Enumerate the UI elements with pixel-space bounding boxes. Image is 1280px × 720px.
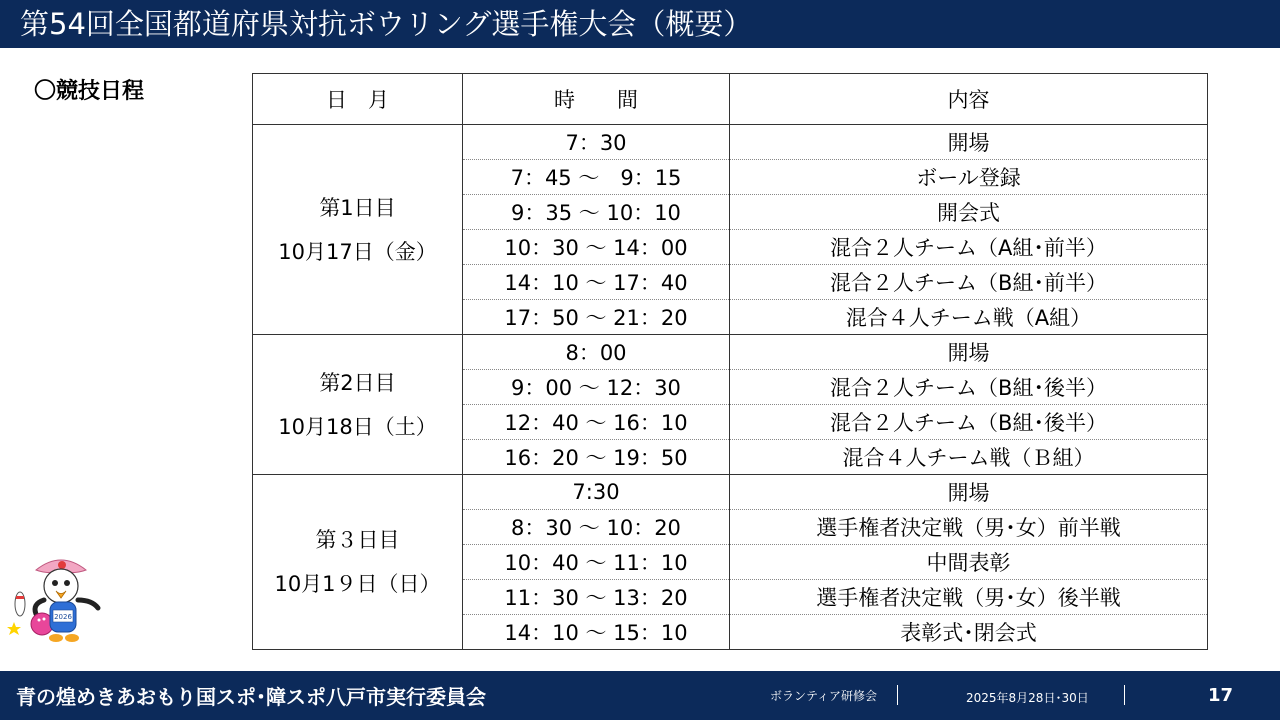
time-cell: 9：00 ～ 12：30: [463, 370, 730, 405]
schedule-body: [253, 125, 1208, 650]
column-header-time: 時 間: [463, 74, 730, 125]
content-cell: 中間表彰: [730, 545, 1208, 580]
footer-event: ボランティア研修会: [770, 689, 878, 703]
time-cell: 12：40 ～ 16：10: [463, 405, 730, 440]
footer-bar: [0, 671, 1280, 720]
page-title: 第54回全国都道府県対抗ボウリング選手権大会（概要）: [20, 7, 753, 41]
schedule-table: [252, 73, 1208, 650]
footer-divider: [897, 685, 898, 705]
section-heading: 〇競技日程: [34, 79, 145, 104]
column-header-content: 内容: [730, 74, 1208, 125]
time-cell: 8：30 ～ 10：20: [463, 510, 730, 545]
mascot-bird-icon: [6, 552, 116, 652]
content-cell: 混合２人チーム（A組･前半）: [730, 230, 1208, 265]
footer-divider: [1124, 685, 1125, 705]
day-label: 第３日目: [315, 528, 400, 552]
page-number: 17: [1208, 685, 1234, 706]
table-row: [253, 475, 1208, 510]
day-date: 10月18日（土）: [278, 414, 437, 439]
content-cell: 混合２人チーム（B組･前半）: [730, 265, 1208, 300]
day-cell: [253, 335, 463, 475]
time-cell: 14：10 ～ 17：40: [463, 265, 730, 300]
content-cell: 表彰式･閉会式: [730, 615, 1208, 650]
time-cell: 10：30 ～ 14：00: [463, 230, 730, 265]
time-cell: 7：30: [463, 125, 730, 160]
column-header-day: 日 月: [253, 74, 463, 125]
time-cell: 8：00: [463, 335, 730, 370]
content-cell: ボール登録: [730, 160, 1208, 195]
content-cell: 開会式: [730, 195, 1208, 230]
time-cell: 9：35 ～ 10：10: [463, 195, 730, 230]
content-cell: 開場: [730, 125, 1208, 160]
mascot-year: 2026: [54, 613, 72, 621]
day-date: 10月1９日（日）: [274, 572, 441, 596]
time-cell: 17：50 ～ 21：20: [463, 300, 730, 335]
day-label: 第1日目: [319, 195, 396, 220]
footer-date: 2025年8月28日･30日: [966, 691, 1089, 705]
time-cell: 11：30 ～ 13：20: [463, 580, 730, 615]
day-cell: [253, 475, 463, 650]
content-cell: 開場: [730, 475, 1208, 510]
time-cell: 16：20 ～ 19：50: [463, 440, 730, 475]
content-cell: 混合２人チーム（B組･後半）: [730, 370, 1208, 405]
content-cell: 開場: [730, 335, 1208, 370]
content-cell: 混合４人チーム戦（A組）: [730, 300, 1208, 335]
content-cell: 混合４人チーム戦（Ｂ組）: [730, 440, 1208, 475]
content-cell: 選手権者決定戦（男･女）後半戦: [730, 580, 1208, 615]
day-label: 第2日目: [319, 370, 396, 395]
time-cell: 7：45 ～ 9：15: [463, 160, 730, 195]
content-cell: 混合２人チーム（B組･後半）: [730, 405, 1208, 440]
content-cell: 選手権者決定戦（男･女）前半戦: [730, 510, 1208, 545]
table-row: [253, 335, 1208, 370]
day-date: 10月17日（金）: [278, 239, 437, 264]
footer-organization: 青の煌めきあおもり国スポ･障スポ八戸市実行委員会: [16, 685, 486, 709]
time-cell: 14：10 ～ 15：10: [463, 615, 730, 650]
time-cell: 10：40 ～ 11：10: [463, 545, 730, 580]
title-bar: [0, 0, 1280, 48]
day-cell: [253, 125, 463, 335]
time-cell: 7:30: [463, 475, 730, 510]
table-header-row: [253, 74, 1208, 125]
table-row: [253, 125, 1208, 160]
